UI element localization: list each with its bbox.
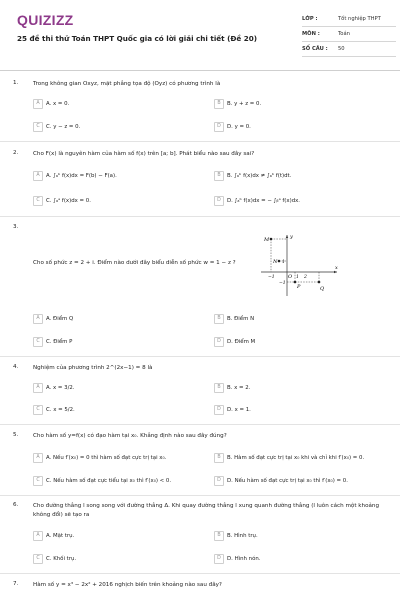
page-title: 25 đề thi thử Toán THPT Quốc gia có lời giải chi tiết (Đề 20)	[17, 34, 258, 43]
header-divider	[0, 70, 400, 71]
question-divider	[0, 495, 400, 496]
option-b[interactable]	[214, 383, 250, 393]
info-key: LỚP :	[302, 16, 318, 22]
point-p	[294, 281, 297, 284]
tick-y-neg1: −1	[279, 281, 286, 286]
option-letter-badge: A	[33, 171, 43, 181]
option-text: D. y = 0.	[227, 124, 251, 130]
option-b[interactable]	[214, 99, 261, 109]
question-text: Cho F(x) là nguyên hàm của hàm số f(x) trên [a; b]. Phát biểu nào sau đây sai?	[33, 151, 255, 157]
option-letter-badge: D	[214, 122, 224, 132]
question-text: Nghiệm của phương trình 2^(2x−1) = 8 là	[33, 365, 153, 371]
option-letter-badge: D	[214, 337, 224, 347]
option-d[interactable]	[214, 554, 261, 564]
option-c[interactable]	[33, 554, 76, 564]
question-text: Hàm số y = x³ − 2x² + 2016 nghịch biến trên khoảng nào sau đây?	[33, 582, 222, 588]
question-divider	[0, 216, 400, 217]
option-text: A. x = 0.	[46, 101, 70, 107]
option-letter-badge: B	[214, 453, 224, 463]
option-text: C. ∫ₐᵃ f(x)dx = 0.	[46, 198, 91, 204]
graph-svg	[257, 232, 341, 298]
option-text: B. ∫ₐᵇ f(x)dx ≠ ∫ₐᵇ f(t)dt.	[227, 173, 292, 179]
label-p: P	[297, 284, 301, 290]
option-b[interactable]	[214, 314, 254, 324]
question-number: 1.	[13, 80, 19, 86]
option-c[interactable]	[33, 122, 80, 132]
option-text: A. ∫ₐᵇ f(x)dx = F(b) − F(a).	[46, 173, 117, 179]
tick-x-neg1: −1	[268, 275, 275, 280]
complex-plane-graph	[257, 232, 341, 298]
option-b[interactable]	[214, 531, 258, 541]
option-text: C. Điểm P	[46, 339, 73, 345]
info-row-count	[302, 42, 396, 57]
question-text: Cho hàm số y=f(x) có đạo hàm tại x₀. Khẳng định nào sau đây đúng?	[33, 433, 227, 439]
option-letter-badge: D	[214, 405, 224, 415]
question-text: Cho đường thẳng l song song với đường thẳng Δ. Khi quay đường thẳng l xung quanh đường thẳng (l luôn cách một khoảng không đổi) sẽ tạo ra	[33, 503, 380, 518]
question-number: 7.	[13, 581, 19, 587]
option-letter-badge: B	[214, 383, 224, 393]
tick-y-1: 1	[282, 260, 285, 265]
option-a[interactable]	[33, 453, 166, 463]
option-d[interactable]	[214, 122, 251, 132]
option-text: A. x = 3/2.	[46, 385, 75, 391]
option-letter-badge: A	[33, 99, 43, 109]
option-letter-badge: C	[33, 554, 43, 564]
question-number: 5.	[13, 432, 19, 438]
y-axis-arrow	[286, 235, 288, 238]
option-text: D. x = 1.	[227, 407, 251, 413]
option-c[interactable]	[33, 476, 171, 486]
option-a[interactable]	[33, 99, 69, 109]
question-number: 6.	[13, 502, 19, 508]
question-divider	[0, 573, 400, 574]
tick-x-1: 1	[296, 275, 299, 280]
question-number: 2.	[13, 150, 19, 156]
option-letter-badge: D	[214, 554, 224, 564]
option-letter-badge: D	[214, 196, 224, 206]
option-c[interactable]	[33, 337, 72, 347]
option-d[interactable]	[214, 476, 348, 486]
option-a[interactable]	[33, 383, 75, 393]
info-key: MÔN :	[302, 31, 320, 37]
option-letter-badge: A	[33, 531, 43, 541]
label-q: Q	[320, 286, 325, 292]
option-text: B. Hàm số đạt cực trị tại x₀ khi và chỉ khi f′(x₀) = 0.	[227, 455, 365, 461]
info-key: SỐ CÂU :	[302, 46, 328, 52]
option-letter-badge: B	[214, 171, 224, 181]
option-text: A. Nếu f′(x₀) = 0 thì hàm số đạt cực trị tại x₀.	[46, 455, 167, 461]
x-axis-arrow	[334, 271, 337, 273]
option-letter-badge: B	[214, 531, 224, 541]
question-divider	[0, 424, 400, 425]
question-text: Cho số phức z = 2 + i. Điểm nào dưới đây biểu diễn số phức w = 1 − z ?	[33, 260, 236, 266]
option-text: B. y + z = 0.	[227, 101, 262, 107]
info-row-class	[302, 12, 396, 27]
option-letter-badge: D	[214, 476, 224, 486]
option-b[interactable]	[214, 171, 291, 181]
info-row-subject	[302, 27, 396, 42]
option-c[interactable]	[33, 196, 91, 206]
option-a[interactable]	[33, 531, 74, 541]
quizizz-logo: QUIZIZZ	[17, 12, 74, 28]
tick-x-2: 2	[304, 275, 307, 280]
option-text: C. Nếu hàm số đạt cực tiểu tại x₀ thì f′(x₀) < 0.	[46, 478, 172, 484]
label-x: x	[335, 265, 338, 271]
option-letter-badge: A	[33, 314, 43, 324]
option-a[interactable]	[33, 171, 117, 181]
option-d[interactable]	[214, 337, 255, 347]
option-text: D. Hình nón.	[227, 556, 261, 562]
option-text: C. x = 5/2.	[46, 407, 75, 413]
option-text: B. Điểm N	[227, 316, 255, 322]
option-d[interactable]	[214, 196, 300, 206]
header	[0, 0, 400, 68]
option-text: A. Mặt trụ.	[46, 533, 75, 539]
info-value: Tốt nghiệp THPT	[338, 16, 381, 22]
point-n	[278, 260, 281, 263]
info-table	[302, 12, 396, 57]
option-text: A. Điểm Q	[46, 316, 74, 322]
question-number: 4.	[13, 364, 19, 370]
option-letter-badge: C	[33, 476, 43, 486]
option-letter-badge: A	[33, 453, 43, 463]
option-d[interactable]	[214, 405, 251, 415]
option-c[interactable]	[33, 405, 75, 415]
question-number: 3.	[13, 224, 19, 230]
question-divider	[0, 356, 400, 357]
label-m: M	[264, 237, 270, 243]
point-q	[318, 281, 321, 284]
label-y: y	[290, 234, 293, 240]
option-text: D. Điểm M	[227, 339, 256, 345]
option-text: C. y − z = 0.	[46, 124, 81, 130]
option-letter-badge: B	[214, 99, 224, 109]
info-value: 50	[338, 46, 345, 52]
option-letter-badge: A	[33, 383, 43, 393]
option-a[interactable]	[33, 314, 73, 324]
point-m	[270, 238, 273, 241]
option-text: C. Khối trụ.	[46, 556, 77, 562]
option-text: B. x = 2.	[227, 385, 251, 391]
option-letter-badge: C	[33, 405, 43, 415]
option-letter-badge: C	[33, 337, 43, 347]
option-text: D. Nếu hàm số đạt cực trị tại x₀ thì f′(x₀) = 0.	[227, 478, 348, 484]
option-text: D. ∫ₐᵇ f(x)dx = − ∫ᵦᵃ f(x)dx.	[227, 198, 301, 204]
label-o: O	[288, 274, 293, 280]
option-text: B. Hình trụ.	[227, 533, 258, 539]
question-divider	[0, 141, 400, 142]
option-b[interactable]	[214, 453, 364, 463]
label-n: N	[273, 259, 278, 265]
option-letter-badge: B	[214, 314, 224, 324]
option-letter-badge: C	[33, 122, 43, 132]
question-text: Trong không gian Oxyz, mặt phẳng tọa độ (Oyz) có phương trình là	[33, 81, 221, 87]
info-value: Toán	[338, 31, 350, 37]
option-letter-badge: C	[33, 196, 43, 206]
